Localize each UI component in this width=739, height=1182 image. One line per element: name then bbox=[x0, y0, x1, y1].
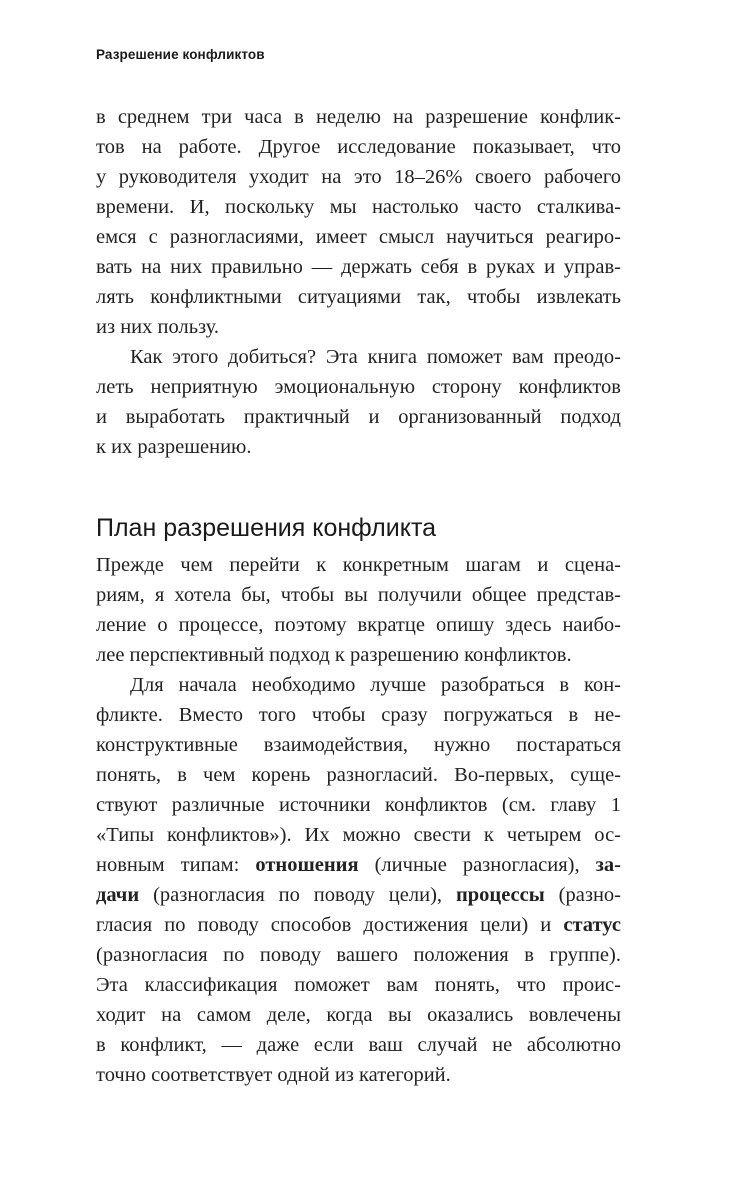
text-line: ствуют различные источники конфликтов (см. главу 1 bbox=[96, 794, 621, 816]
text-line: леть неприятную эмоциональную сторону конфликтов bbox=[96, 376, 621, 398]
text-line: лять конфликтными ситуациями так, чтобы извлекать bbox=[96, 286, 621, 308]
text-line: из них пользу. bbox=[96, 316, 220, 338]
line-fragment: (разногласия по поводу цели), bbox=[139, 884, 456, 906]
text-line: фликте. Вместо того чтобы сразу погружаться в не- bbox=[96, 704, 621, 726]
line-fragment: гласия по поводу способов достижения цели) и bbox=[96, 914, 564, 936]
text-line: конструктивные взаимодействия, нужно постараться bbox=[96, 734, 621, 756]
text-line: ление о процессе, поэтому вкратце опишу здесь наибо- bbox=[96, 614, 621, 636]
line-fragment: новным типам: bbox=[96, 854, 256, 876]
text-line: к их разрешению. bbox=[96, 436, 252, 458]
text-line-types bbox=[96, 850, 621, 880]
text-line: «Типы конфликтов»). Их можно свести к четырем ос- bbox=[96, 824, 621, 846]
term-tasks-part-2: дачи bbox=[96, 884, 140, 906]
text-line: в конфликт, — даже если ваш случай не абсолютно bbox=[96, 1034, 621, 1056]
text-line: (разногласия по поводу вашего положения в группе). bbox=[96, 944, 621, 966]
running-head: Разрешение конфликтов bbox=[96, 47, 265, 62]
text-line: точно соответствует одной из категорий. bbox=[96, 1064, 451, 1086]
text-line: в среднем три часа в неделю на разрешение конфлик- bbox=[96, 106, 621, 128]
text-line: емся с разногласиями, имеет смысл научиться реагиро- bbox=[96, 226, 621, 248]
section-title: План разрешения конфликта bbox=[96, 514, 437, 542]
term-relations: отношения bbox=[255, 854, 359, 876]
text-line: Для начала необходимо лучше разобраться в кон- bbox=[130, 674, 621, 696]
line-fragment: (личные разногласия), bbox=[358, 854, 596, 876]
term-status: статус bbox=[563, 914, 621, 936]
line-fragment: (разно- bbox=[544, 884, 621, 906]
paragraph-block-2 bbox=[96, 550, 621, 1090]
term-processes: процессы bbox=[455, 884, 545, 906]
text-line: ходит на самом деле, когда вы оказались вовлечены bbox=[96, 1004, 621, 1026]
text-line: и выработать практичный и организованный подход bbox=[96, 406, 621, 428]
text-line: у руководителя уходит на это 18–26% своего рабочего bbox=[96, 166, 621, 188]
text-line: лее перспективный подход к разрешению конфликтов. bbox=[96, 644, 572, 666]
text-line-tasks bbox=[96, 880, 621, 910]
text-line: понять, в чем корень разногласий. Во-первых, суще- bbox=[96, 764, 621, 786]
text-line: вать на них правильно — держать себя в руках и управ- bbox=[96, 256, 621, 278]
text-line: времени. И, поскольку мы настолько часто сталкива- bbox=[96, 196, 621, 218]
text-line: Эта классификация поможет вам понять, что проис- bbox=[96, 974, 621, 996]
text-line: Прежде чем перейти к конкретным шагам и сцена- bbox=[96, 554, 621, 576]
term-tasks-part-1: за- bbox=[595, 854, 621, 876]
text-line: риям, я хотела бы, чтобы вы получили общее представ- bbox=[96, 584, 621, 606]
text-line-status bbox=[96, 910, 621, 940]
text-line: Как этого добиться? Эта книга поможет вам преодо- bbox=[130, 346, 621, 368]
paragraph-block-1 bbox=[96, 102, 621, 462]
text-line: тов на работе. Другое исследование показывает, что bbox=[96, 136, 621, 158]
